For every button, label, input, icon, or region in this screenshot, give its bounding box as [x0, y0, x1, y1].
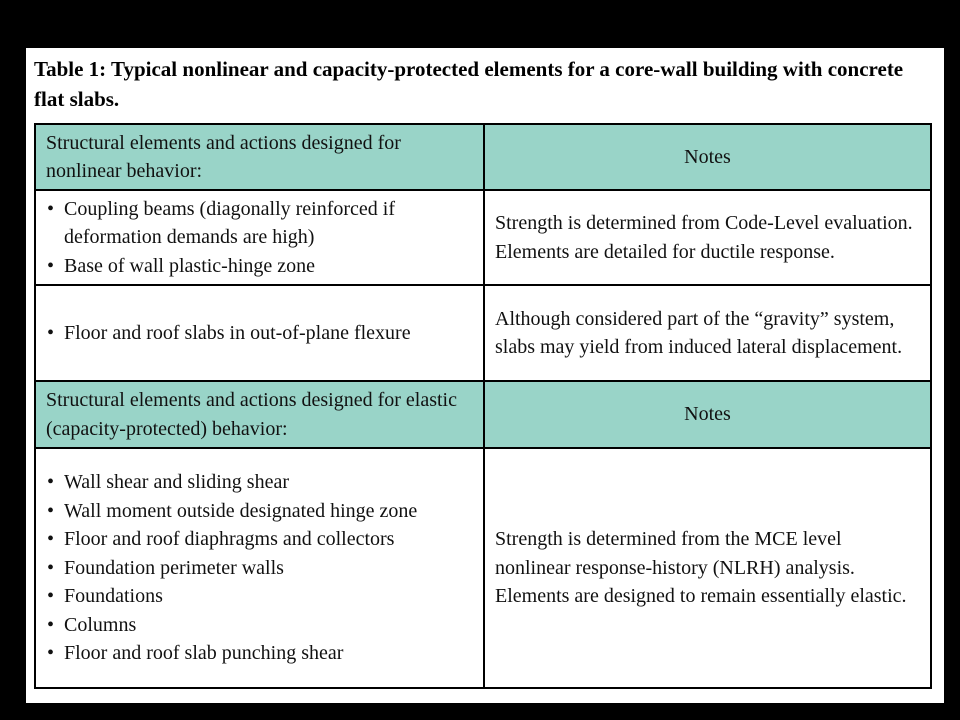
elements-list — [46, 319, 473, 348]
list-item: • Coupling beams (diagonally reinforced if deformation demands are high) — [46, 195, 473, 252]
section-header-elastic: Structural elements and actions designed for elastic (capacity-protected) behavior: — [35, 381, 484, 448]
notes-cell — [484, 285, 931, 381]
notes-header: Notes — [484, 124, 931, 190]
list-item: • Floor and roof slab punching shear — [46, 639, 473, 668]
list-item: • Wall moment outside designated hinge zone — [46, 497, 473, 526]
notes-cell — [484, 448, 931, 688]
note-text: Strength is determined from the MCE level nonlinear response-history (NLRH) analysis. Elements are designed to remain essentially elastic. — [495, 528, 907, 608]
list-item: • Floor and roof diaphragms and collectors — [46, 525, 473, 554]
table-header-row — [35, 381, 931, 448]
table-row — [35, 285, 931, 381]
note-text: Strength is determined from Code-Level evaluation. Elements are detailed for ductile response. — [495, 212, 913, 263]
list-item: • Floor and roof slabs in out-of-plane flexure — [46, 319, 473, 348]
list-item: • Foundations — [46, 582, 473, 611]
table-row — [35, 448, 931, 688]
notes-cell — [484, 190, 931, 285]
note-text: Although considered part of the “gravity” system, slabs may yield from induced lateral displacement. — [495, 307, 903, 358]
list-item: • Base of wall plastic-hinge zone — [46, 252, 473, 281]
list-item: • Foundation perimeter walls — [46, 554, 473, 583]
notes-header: Notes — [484, 381, 931, 448]
elements-cell — [35, 285, 484, 381]
list-item: • Columns — [46, 611, 473, 640]
elements-table — [34, 123, 932, 689]
table-row — [35, 190, 931, 285]
elements-cell — [35, 448, 484, 688]
document-page — [26, 48, 944, 703]
list-item: • Wall shear and sliding shear — [46, 468, 473, 497]
section-header-nonlinear: Structural elements and actions designed for nonlinear behavior: — [35, 124, 484, 190]
elements-cell — [35, 190, 484, 285]
elements-list — [46, 468, 473, 668]
elements-list — [46, 195, 473, 281]
table-caption: Table 1: Typical nonlinear and capacity-protected elements for a core-wall building with concrete flat slabs. — [34, 57, 904, 111]
table-header-row — [35, 124, 931, 190]
